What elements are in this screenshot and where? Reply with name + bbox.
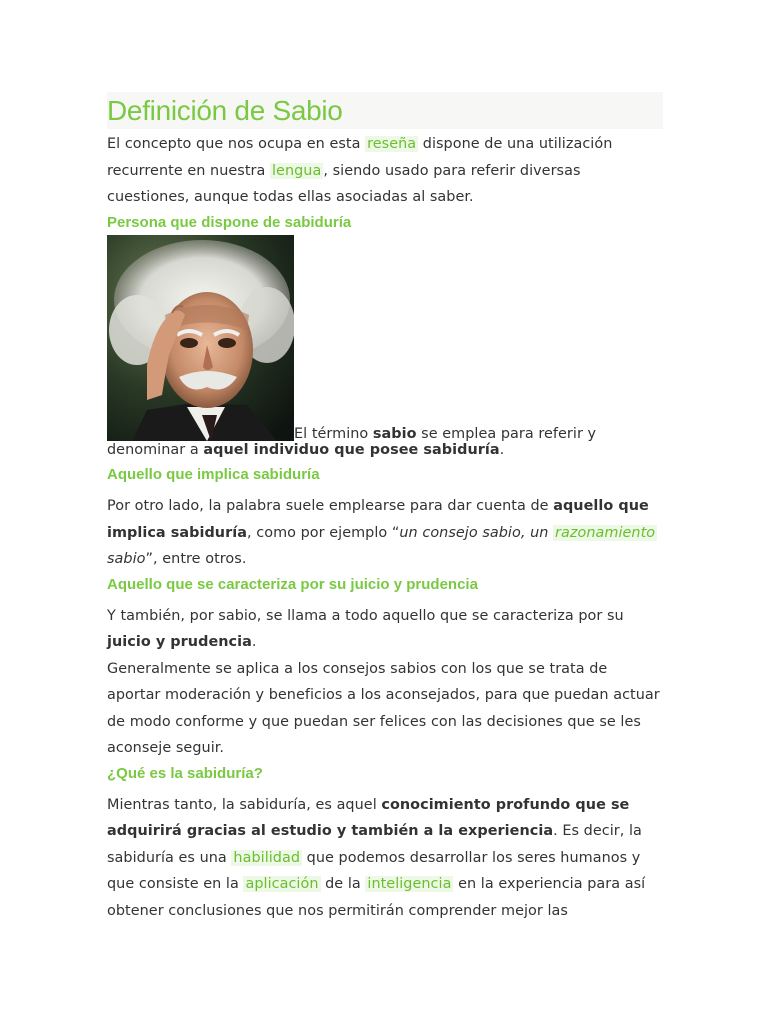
- intro-paragraph: [107, 131, 663, 211]
- section1-bold-1: sabio: [372, 425, 417, 442]
- section4-bold-1: conocimiento profundo que se adquirirá gracias al estudio y también a la experiencia: [107, 796, 630, 839]
- section2-text-2: , como por ejemplo “: [247, 524, 400, 541]
- section1-text-2b: denominar a: [107, 441, 204, 458]
- section2-text-3: ”, entre otros.: [145, 551, 247, 567]
- section3-paragraph-2: Generalmente se aplica a los consejos sabios con los que se trata de aportar moderación y beneficios a los aconsejados, para que puedan actuar de modo conforme y que puedan ser felices con las decisiones que se les aconseje seguir.: [107, 660, 660, 756]
- section3-bold-1: juicio y prudencia: [107, 634, 252, 650]
- section4-text-5: en la experiencia para así obtener conclusiones que nos permitirán comprender mejor las: [107, 876, 646, 919]
- title-block: [107, 92, 663, 129]
- section1-text-3: .: [499, 441, 505, 458]
- link-inteligencia[interactable]: inteligencia: [367, 876, 452, 892]
- intro-text-2: dispone de una utilización recurrente en nuestra: [107, 136, 613, 179]
- section3-text-1: Y también, por sabio, se llama a todo aquello que se caracteriza por su: [107, 607, 624, 624]
- intro-text-1: El concepto que nos ocupa en esta: [107, 136, 366, 152]
- section3-heading: Aquello que se caracteriza por su juicio y prudencia: [107, 575, 478, 593]
- section2-italic-1: un consejo sabio, un: [399, 524, 554, 541]
- section2-text-1: Por otro lado, la palabra suele emplearse para dar cuenta de: [107, 498, 554, 514]
- section1-bold-2: aquel individuo que posee sabiduría: [203, 441, 500, 458]
- section4-paragraph: [107, 792, 663, 925]
- page-title: Definición de Sabio: [107, 95, 343, 126]
- einstein-portrait-image: [107, 235, 294, 441]
- section2-paragraph: [107, 493, 663, 573]
- section1-text-2: se emplea para referir y: [416, 425, 597, 442]
- section4-text-1: Mientras tanto, la sabiduría, es aquel: [107, 796, 382, 813]
- section4-text-3: que podemos desarrollar los seres humanos y que consiste en la: [107, 849, 641, 892]
- section3-text-2: .: [251, 634, 257, 650]
- section1-text-1: El término: [294, 425, 373, 442]
- section4-text-4: de la: [320, 876, 366, 892]
- section4-heading: ¿Qué es la sabiduría?: [107, 764, 263, 782]
- link-resena[interactable]: reseña: [367, 136, 417, 152]
- section1-heading: Persona que dispone de sabiduría: [107, 213, 352, 231]
- image-line: [107, 235, 663, 441]
- section2-italic-2: sabio: [107, 551, 146, 567]
- document-page: [107, 92, 663, 924]
- section2-bold-1: aquello que implica sabiduría: [107, 498, 649, 541]
- link-habilidad[interactable]: habilidad: [233, 849, 301, 866]
- section3-paragraph-1: [107, 603, 663, 656]
- link-lengua[interactable]: lengua: [272, 162, 322, 179]
- link-razonamiento[interactable]: razonamiento: [555, 524, 656, 541]
- section2-heading: Aquello que implica sabiduría: [107, 466, 320, 483]
- intro-text-3: , siendo usado para referir diversas cuestiones, aunque todas ellas asociadas al saber.: [107, 162, 581, 205]
- section4-text-2: . Es decir, la sabiduría es una: [107, 823, 642, 866]
- link-aplicacion[interactable]: aplicación: [245, 876, 319, 892]
